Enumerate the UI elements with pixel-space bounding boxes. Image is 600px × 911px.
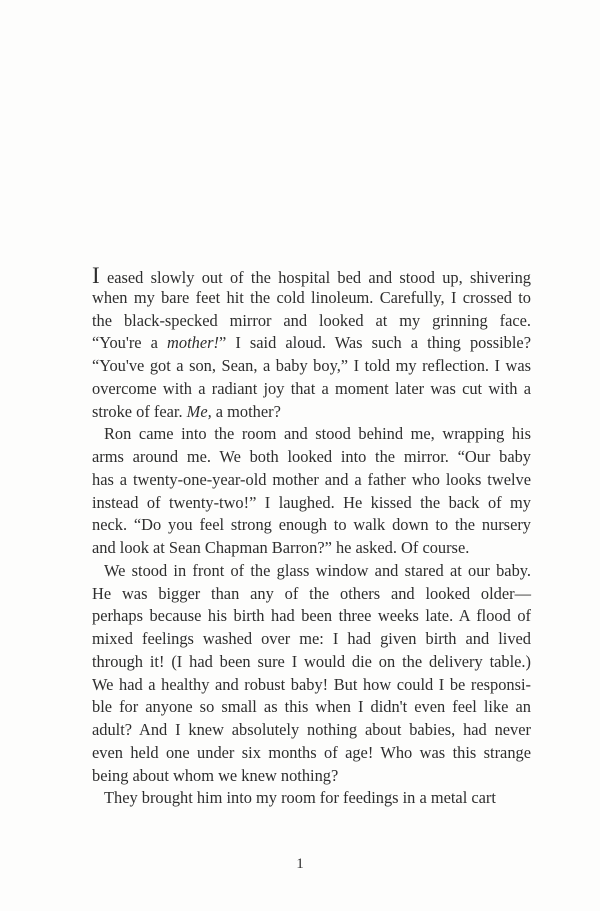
paragraph (92, 264, 531, 423)
text-line: instead of twenty-two!” I laughed. He kissed the back of my (92, 492, 531, 512)
text-line: mixed feelings washed over me: I had given birth and lived (92, 629, 531, 648)
text-line: Ron came into the room and stood behind me, wrapping his (104, 424, 531, 444)
text-line: and look at Sean Chapman Barron?” he asked. Of course. (92, 538, 470, 557)
text-line: through it! (I had been sure I would die on the delivery table.) (92, 651, 531, 671)
body-text (92, 264, 531, 810)
text-line: We stood in front of the glass window and stared at our baby. (104, 560, 531, 580)
paragraph (92, 560, 531, 788)
text-line: when my bare feet hit the cold linoleum. Carefully, I crossed to (92, 287, 531, 307)
text-line: I eased slowly out of the hospital bed and stood up, shivering (92, 263, 531, 288)
text-line: They brought him into my room for feedings in a metal cart (104, 788, 496, 808)
text-line: overcome with a radiant joy that a moment later was cut with a (92, 378, 531, 398)
text-line: He was bigger than any of the others and looked older— (92, 583, 531, 603)
text-line: being about whom we knew nothing? (92, 765, 339, 785)
text-line: has a twenty-one-year-old mother and a father who looks twelve (92, 469, 531, 489)
text-line: perhaps because his birth had been three weeks late. A flood of (92, 606, 531, 626)
text-line: ble for anyone so small as this when I didn't even feel like an (92, 697, 531, 717)
text-line: stroke of fear. Me, a mother? (92, 401, 281, 421)
text-line: arms around me. We both looked into the mirror. “Our baby (92, 447, 531, 466)
text-line: “You're a mother!” I said aloud. Was such a thing possible? (92, 333, 531, 353)
text-line: even held one under six months of age! Who was this strange (92, 742, 531, 762)
text-line: “You've got a son, Sean, a baby boy,” I told my reflection. I was (92, 356, 531, 375)
paragraph (92, 423, 531, 560)
text-line: the black-specked mirror and looked at my grinning face. (92, 310, 531, 330)
text-line: adult? And I knew absolutely nothing about babies, had never (92, 720, 531, 739)
text-line: neck. “Do you feel strong enough to walk down to the nursery (92, 515, 531, 535)
paragraph (92, 787, 531, 810)
page-number: 1 (296, 856, 304, 872)
initial-letter: I (92, 263, 100, 288)
text-line: We had a healthy and robust baby! But how could I be responsi- (92, 674, 531, 694)
